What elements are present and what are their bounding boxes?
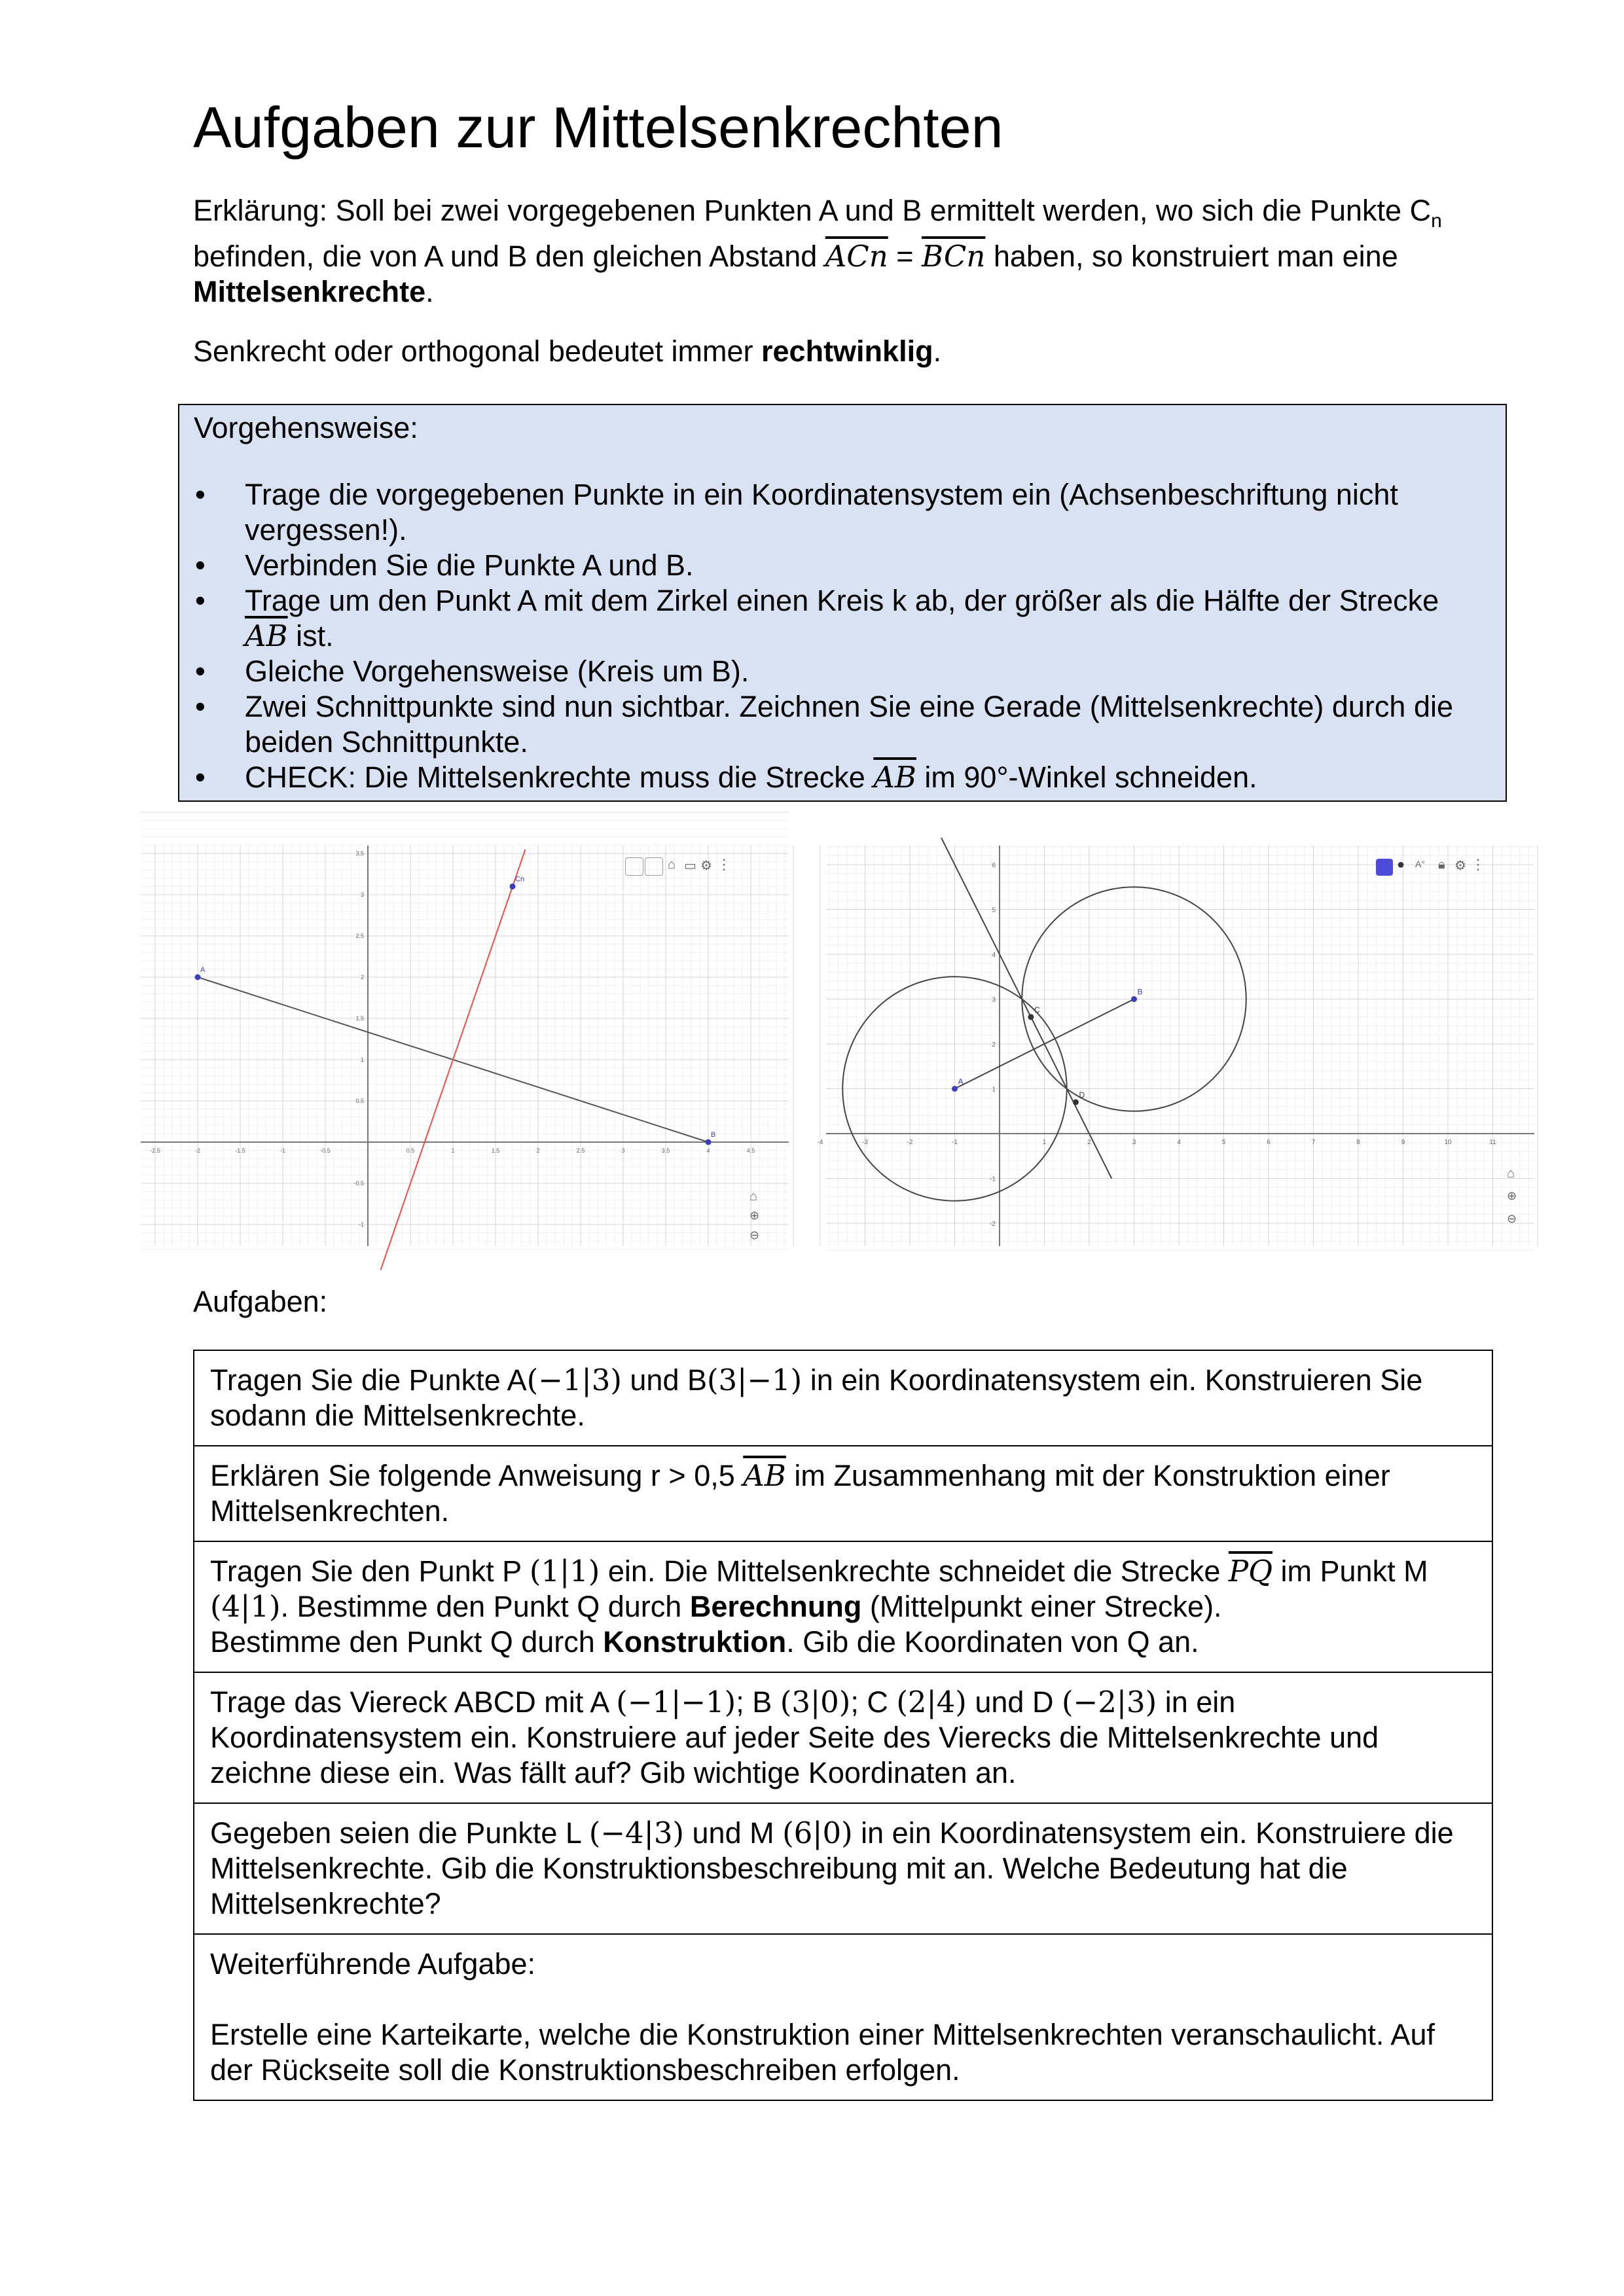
procedure-item xyxy=(179,760,1489,795)
gear-icon[interactable]: ⚙ xyxy=(700,859,712,873)
x-tick-label: 2.5 xyxy=(576,1147,585,1154)
y-tick-label: 3 xyxy=(360,891,364,898)
more-icon[interactable]: ⋮ xyxy=(717,856,731,872)
view-icon[interactable]: ▭ xyxy=(684,859,696,873)
x-tick-label: 7 xyxy=(1311,1139,1316,1146)
y-tick-label: 3.5 xyxy=(355,850,364,857)
senkrecht-note xyxy=(193,334,1496,369)
segment-ab: $\overline{AB}$ xyxy=(743,1458,786,1493)
period: . xyxy=(933,334,942,368)
task-text: in ein Koordinatensystem ein. Konstruiere die Mittelsenkrechte. Gib die Konstruktionsbeschreibung mit an. Welche Bedeutung hat die Mittelsenkrechte? xyxy=(210,1816,1454,1920)
point-b xyxy=(706,1139,712,1145)
procedure-item xyxy=(179,583,1489,654)
gear-icon[interactable]: ⚙ xyxy=(1454,859,1466,873)
segment-acn: $\overline{ACn}$ xyxy=(825,239,888,274)
page-title: Aufgaben zur Mittelsenkrechten xyxy=(193,95,1003,160)
y-tick-label: 1 xyxy=(992,1086,996,1094)
term-berechnung: Berechnung xyxy=(689,1590,862,1623)
task-text: und D xyxy=(966,1685,1062,1719)
y-tick-label: 0.5 xyxy=(355,1098,364,1104)
task-text: und M xyxy=(684,1816,783,1850)
style-color-icon[interactable] xyxy=(1376,859,1393,876)
x-tick-label: 1 xyxy=(1042,1139,1047,1146)
task-4 xyxy=(194,1672,1492,1803)
procedure-item-text: CHECK: Die Mittelsenkrechte muss die Strecke xyxy=(245,761,874,794)
point-style-icon[interactable]: ● xyxy=(1397,857,1405,872)
more-icon[interactable]: ⋮ xyxy=(1471,856,1485,872)
geogebra-figure-right xyxy=(817,846,1534,1246)
task-2 xyxy=(194,1446,1492,1541)
task-3 xyxy=(194,1541,1492,1672)
procedure-item-text-end: im 90°-Winkel schneiden. xyxy=(916,761,1257,794)
x-tick-label: 3.5 xyxy=(661,1147,670,1154)
explanation-line2: befinden, die von A und B den gleichen Abstand xyxy=(193,240,825,273)
point-a xyxy=(195,975,201,980)
x-tick-label: 4.5 xyxy=(746,1147,755,1154)
point-a-coords: (−1|3) xyxy=(526,1363,622,1397)
task-row xyxy=(194,1350,1492,1446)
task-text: ; C xyxy=(850,1685,897,1719)
point-cn xyxy=(510,884,516,889)
x-tick-label: 11 xyxy=(1489,1139,1496,1146)
subscript-n: n xyxy=(1431,210,1442,232)
task-6 xyxy=(194,1934,1492,2100)
y-tick-label: -0.5 xyxy=(353,1180,364,1187)
point-label: A xyxy=(958,1077,964,1086)
term-konstruktion: Konstruktion xyxy=(603,1625,787,1659)
grid-icon[interactable] xyxy=(645,857,663,876)
task-row xyxy=(194,1446,1492,1541)
senkrecht-text: Senkrecht oder orthogonal bedeutet immer xyxy=(193,334,762,368)
task-text: . Gib die Koordinaten von Q an. xyxy=(786,1625,1199,1659)
x-tick-label: 3 xyxy=(621,1147,625,1154)
x-tick-label: 9 xyxy=(1401,1139,1405,1146)
task-row xyxy=(194,1803,1492,1934)
point-m-coords: (6|0) xyxy=(782,1816,853,1850)
point-d-coords: (−2|3) xyxy=(1061,1685,1157,1719)
task-text: im Punkt M xyxy=(1272,1554,1428,1588)
task-6-heading: Weiterführende Aufgabe: xyxy=(210,1947,536,1981)
y-tick-label: 5 xyxy=(992,906,996,914)
point-m-coords: (4|1) xyxy=(210,1589,281,1624)
task-text: ; B xyxy=(736,1685,780,1719)
x-tick-label: 1.5 xyxy=(491,1147,500,1154)
point-c xyxy=(1028,1014,1034,1020)
procedure-box xyxy=(178,404,1507,802)
point-label: B xyxy=(711,1131,716,1139)
x-tick-label: -1.5 xyxy=(235,1147,245,1154)
y-tick-label: 2 xyxy=(992,1041,996,1049)
task-6-text: Erstelle eine Karteikarte, welche die Konstruktion einer Mittelsenkrechten veranschaulicht. Auf der Rückseite soll die Konstruktionsbeschreiben erfolgen. xyxy=(210,2018,1435,2087)
task-text: ein. Die Mittelsenkrechte schneidet die Strecke xyxy=(600,1554,1229,1588)
task-text: Gegeben seien die Punkte L xyxy=(210,1816,589,1850)
point-b-coords: (3|−1) xyxy=(707,1363,803,1397)
home-view-icon[interactable]: ⌂ xyxy=(1507,1166,1515,1181)
term-mittelsenkrechte: Mittelsenkrechte xyxy=(193,275,426,308)
task-row xyxy=(194,1934,1492,2100)
period: . xyxy=(425,275,434,308)
geogebra-figure-left xyxy=(141,846,789,1246)
zoom-in-icon[interactable]: ⊕ xyxy=(1507,1189,1517,1202)
x-tick-label: -1 xyxy=(280,1147,286,1154)
x-tick-label: 8 xyxy=(1356,1139,1360,1146)
x-tick-label: 10 xyxy=(1444,1139,1452,1146)
point-label: D xyxy=(1079,1090,1085,1100)
x-tick-label: -0.5 xyxy=(320,1147,331,1154)
coordinate-system-right xyxy=(817,846,1534,1246)
task-text: (Mittelpunkt einer Strecke). xyxy=(861,1590,1222,1623)
y-tick-label: -1 xyxy=(990,1175,996,1183)
y-tick-label: 3 xyxy=(992,996,996,1004)
label-icon[interactable]: A° xyxy=(1415,859,1425,869)
task-text: im Zusammenhang mit der Konstruktion einer Mittelsenkrechten. xyxy=(210,1459,1390,1528)
tasks-label: Aufgaben: xyxy=(193,1285,328,1318)
task-text: in ein Koordinatensystem ein. Konstruieren Sie sodann die Mittelsenkrechte. xyxy=(210,1363,1423,1432)
point-p-coords: (1|1) xyxy=(529,1554,600,1588)
x-tick-label: 2 xyxy=(536,1147,540,1154)
task-text: Trage das Viereck ABCD mit A xyxy=(210,1685,617,1719)
lock-icon[interactable]: 🔒︎ xyxy=(1438,857,1445,872)
segment-bcn: $\overline{BCn}$ xyxy=(922,239,986,274)
segment-pq: $\overline{PQ}$ xyxy=(1228,1554,1273,1588)
task-row xyxy=(194,1541,1492,1672)
x-tick-label: 6 xyxy=(1267,1139,1271,1146)
task-text: . Bestimme den Punkt Q durch xyxy=(280,1590,690,1623)
segment-ab: $\overline{AB}$ xyxy=(873,760,916,795)
x-tick-label: -1 xyxy=(952,1139,958,1146)
task-text: Tragen Sie den Punkt P xyxy=(210,1554,530,1588)
x-tick-label: 4 xyxy=(1177,1139,1181,1146)
x-tick-label: 3 xyxy=(1132,1139,1136,1146)
task-row xyxy=(194,1672,1492,1803)
procedure-item: • Trage die vorgegebenen Punkte in ein Koordinatensystem ein (Achsenbeschriftung nicht vergessen!). xyxy=(179,477,1489,548)
zoom-in-icon[interactable]: ⊕ xyxy=(749,1209,760,1222)
y-tick-label: -1 xyxy=(358,1221,364,1228)
point-c-coords: (2|4) xyxy=(896,1685,967,1719)
explanation-line2-end: haben, so konstruiert man eine xyxy=(985,240,1398,273)
y-tick-label: 1 xyxy=(360,1056,364,1063)
point-b-coords: (3|0) xyxy=(780,1685,851,1719)
home-view-icon[interactable]: ⌂ xyxy=(749,1189,758,1204)
point-a xyxy=(952,1086,958,1092)
y-tick-label: 1.5 xyxy=(355,1015,364,1022)
term-rechtwinklig: rechtwinklig xyxy=(761,334,933,368)
y-tick-label: 4 xyxy=(992,952,996,959)
task-text: in ein Koordinatensystem ein. Konstruiere auf jeder Seite des Vierecks die Mittelsenkrechte und zeichne diese ein. Was fällt auf? Gib wichtige Koordinaten an. xyxy=(210,1685,1379,1789)
task-text: und B xyxy=(621,1363,707,1397)
task-text: Bestimme den Punkt Q durch xyxy=(210,1625,604,1659)
y-tick-label: -2 xyxy=(990,1221,996,1228)
x-tick-label: 1 xyxy=(451,1147,455,1154)
point-label: A xyxy=(200,966,206,974)
task-text: Tragen Sie die Punkte A xyxy=(210,1363,527,1397)
explanation xyxy=(193,193,1496,310)
x-tick-label: -4 xyxy=(817,1139,823,1146)
x-tick-label: -3 xyxy=(862,1139,868,1146)
procedure-item: • Gleiche Vorgehensweise (Kreis um B). xyxy=(179,654,1489,689)
procedure-list xyxy=(179,477,1489,795)
x-tick-label: -2 xyxy=(907,1139,913,1146)
point-label: Cn xyxy=(515,875,525,884)
x-tick-label: 0.5 xyxy=(406,1147,415,1154)
x-tick-label: 5 xyxy=(1221,1139,1226,1146)
procedure-item-text-end: ist. xyxy=(287,619,334,653)
task-1 xyxy=(194,1350,1492,1446)
point-label: B xyxy=(1137,987,1143,997)
point-l-coords: (−4|3) xyxy=(588,1816,685,1850)
point-a-coords: (−1|−1) xyxy=(616,1685,736,1719)
procedure-heading: Vorgehensweise: xyxy=(194,411,418,444)
y-tick-label: 6 xyxy=(992,862,996,869)
procedure-item-text: Trage um den Punkt A mit dem Zirkel einen Kreis k ab, der größer als die Hälfte der Strecke xyxy=(245,584,1439,617)
procedure-item: • Zwei Schnittpunkte sind nun sichtbar. Zeichnen Sie eine Gerade (Mittelsenkrechte) durch die beiden Schnittpunkte. xyxy=(179,689,1489,760)
point-d xyxy=(1073,1100,1079,1105)
x-tick-label: -2 xyxy=(194,1147,201,1154)
home-icon[interactable]: ⌂ xyxy=(668,857,676,872)
x-tick-label: 2 xyxy=(1087,1139,1091,1146)
explanation-line1: Erklärung: Soll bei zwei vorgegebenen Punkten A und B ermittelt werden, wo sich die Punkte C xyxy=(193,194,1432,227)
zoom-out-icon[interactable]: ⊖ xyxy=(749,1229,760,1242)
point-label: C xyxy=(1034,1005,1040,1014)
y-tick-label: 2 xyxy=(360,974,364,980)
zoom-out-icon[interactable]: ⊖ xyxy=(1507,1212,1517,1225)
point-b xyxy=(1131,996,1137,1002)
tasks-table xyxy=(193,1350,1493,2101)
task-text: Erklären Sie folgende Anweisung r > 0,5 xyxy=(210,1459,744,1492)
coordinate-system-left xyxy=(141,846,789,1246)
segment-ab: $\overline{AB}$ xyxy=(245,619,288,653)
graphing-tool-icon[interactable] xyxy=(625,857,643,876)
equals-sign: = xyxy=(888,240,922,273)
x-tick-label: -2.5 xyxy=(150,1147,160,1154)
x-tick-label: 4 xyxy=(706,1147,710,1154)
procedure-item: • Verbinden Sie die Punkte A und B. xyxy=(179,548,1489,583)
task-5 xyxy=(194,1803,1492,1934)
y-tick-label: 2.5 xyxy=(355,933,364,939)
